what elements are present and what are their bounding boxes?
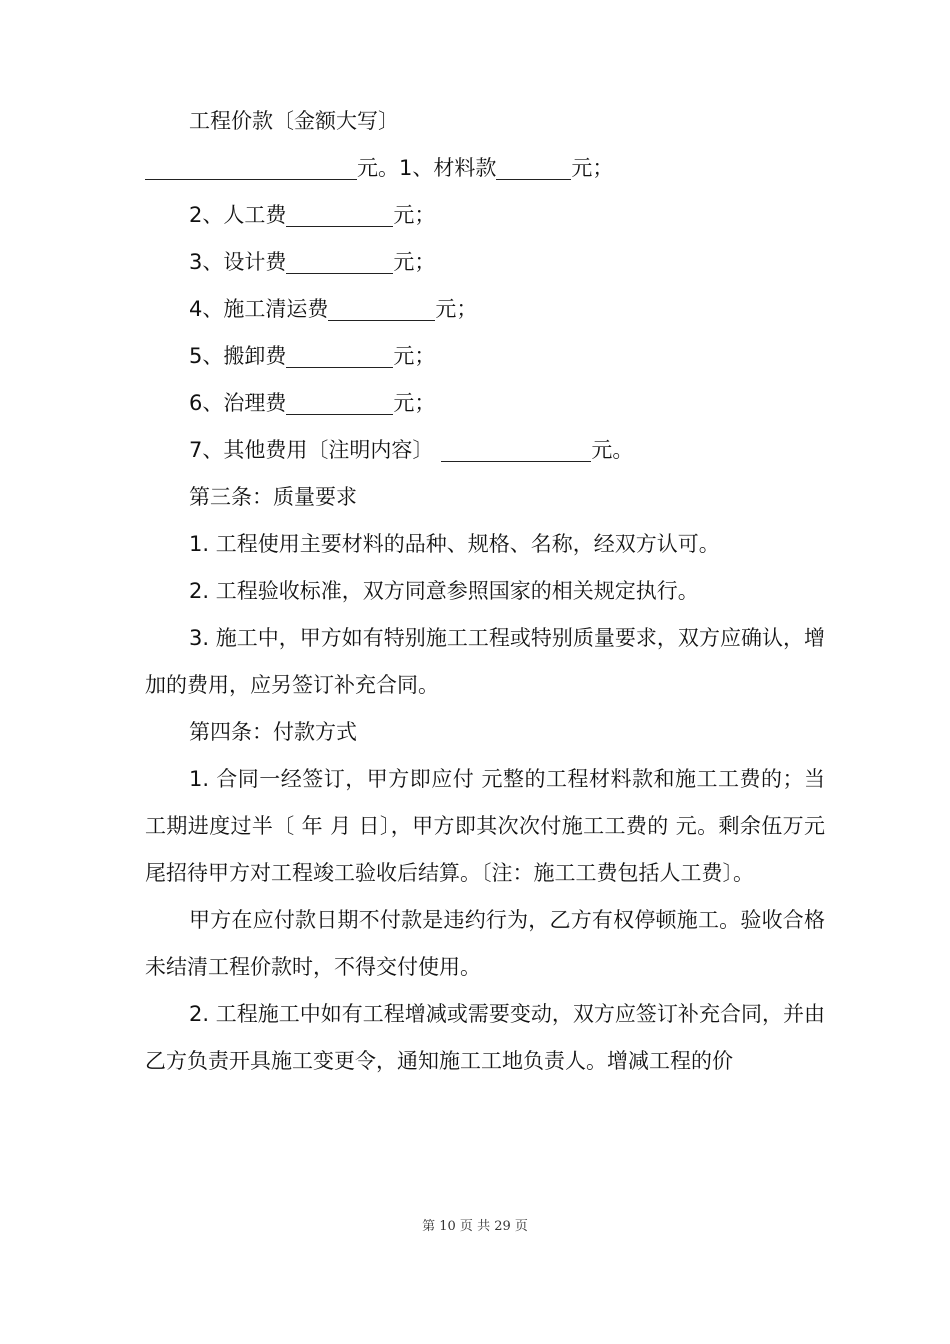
article-4-title: 第四条：付款方式 <box>189 720 357 744</box>
price-heading: 工程价款〔金额大写〕 <box>189 109 399 133</box>
fee-item-5: 5、搬卸费 元； <box>189 344 436 368</box>
item-5-blank <box>286 346 393 368</box>
total-price-line: 元。1、材料款 元； <box>145 145 825 192</box>
page-number: 第 10 页 共 29 页 <box>422 1219 528 1234</box>
fee-item-3: 3、设计费 元； <box>189 250 436 274</box>
item-4-blank <box>328 299 435 321</box>
article-4-paragraph-2: 甲方在应付款日期不付款是违约行为，乙方有权停顿施工。验收合格未结清工程价款时，不得交付使用。 <box>145 908 825 979</box>
item-3-blank <box>286 252 393 274</box>
item-1-label: 1、材料款 <box>399 156 497 180</box>
article-4-paragraph-1: 1. 合同一经签订，甲方即应付 元整的工程材料款和施工工费的；当工期进度过半〔 年 月 日〕，甲方即其次次付施工工费的 元。剩余伍万元尾招待甲方对工程竣工验收后结算。〔注：施工工费包括人工费〕。 <box>145 767 825 885</box>
article-3-paragraph-2: 2. 工程验收标准，双方同意参照国家的相关规定执行。 <box>189 579 699 603</box>
document-body <box>145 98 825 1085</box>
fee-item-2: 2、人工费 元； <box>189 203 436 227</box>
item-2-blank <box>286 205 393 227</box>
item-7-blank <box>441 440 591 462</box>
fee-item-6: 6、治理费 元； <box>189 391 436 415</box>
fee-item-4: 4、施工清运费 元； <box>189 297 478 321</box>
fee-item-7: 7、其他费用〔注明内容〕 元。 <box>189 438 634 462</box>
article-3-title: 第三条：质量要求 <box>189 485 357 509</box>
total-amount-blank <box>145 158 357 180</box>
item-6-blank <box>286 393 393 415</box>
article-3-paragraph-1: 1. 工程使用主要材料的品种、规格、名称，经双方认可。 <box>189 532 720 556</box>
article-3-paragraph-3: 3. 施工中，甲方如有特别施工工程或特别质量要求，双方应确认，增加的费用，应另签订补充合同。 <box>145 626 825 697</box>
article-4-paragraph-3: 2. 工程施工中如有工程增减或需要变动，双方应签订补充合同，并由乙方负责开具施工变更令，通知施工工地负责人。增减工程的价 <box>145 1002 825 1073</box>
item-1-blank <box>496 158 571 180</box>
